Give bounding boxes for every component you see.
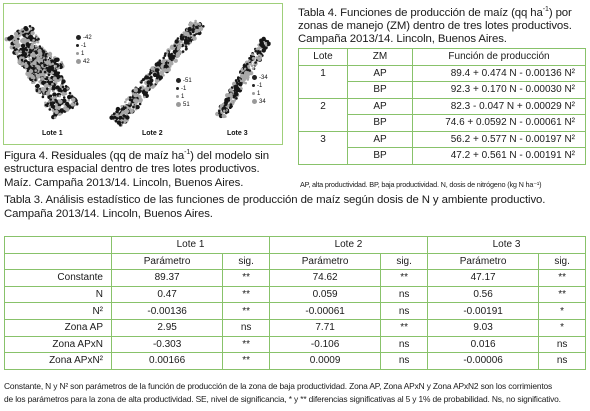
table-3-title: Tabla 3. Análisis estadístico de las funciones de producción de maíz según dosis de N y ambiente productivo. Campaña 2013/14. Lincoln, Buenos Aires. bbox=[4, 194, 546, 220]
sig-cell: ** bbox=[381, 270, 428, 287]
table-row bbox=[5, 286, 586, 303]
sig-cell: ns bbox=[539, 336, 586, 353]
parametro-cell: 47.17 bbox=[427, 270, 538, 287]
row-label: Zona AP bbox=[5, 319, 112, 336]
subheader-sig: sig. bbox=[539, 253, 586, 270]
lote-2-legend: -51 -1 1 51 bbox=[176, 77, 192, 109]
sig-cell: ** bbox=[539, 286, 586, 303]
parametro-cell: 0.016 bbox=[427, 336, 538, 353]
row-label: Zona APxN² bbox=[5, 353, 112, 370]
lote-2-residual-dots bbox=[109, 20, 204, 127]
parametro-cell: 74.62 bbox=[269, 270, 380, 287]
parametro-cell: 9.03 bbox=[427, 319, 538, 336]
lote-3-label: Lote 3 bbox=[227, 130, 248, 137]
table-4-note: AP, alta productividad. BP, baja productividad. N, dosis de nitrógeno (kg N ha⁻¹) bbox=[300, 180, 542, 189]
sig-cell: ** bbox=[539, 270, 586, 287]
corner-cell bbox=[5, 253, 112, 270]
table-row bbox=[5, 353, 586, 370]
sig-cell: ** bbox=[223, 286, 270, 303]
figure-4-map-panel bbox=[3, 3, 283, 145]
table-row: BP 47.2 + 0.561 N - 0.00191 N² bbox=[299, 148, 586, 165]
table-row: BP 92.3 + 0.170 N - 0.00030 N² bbox=[299, 82, 586, 99]
sig-cell: ** bbox=[381, 319, 428, 336]
parametro-cell: 0.56 bbox=[427, 286, 538, 303]
subheader-sig: sig. bbox=[223, 253, 270, 270]
col-header-lote: Lote bbox=[299, 49, 348, 66]
figure-4-caption: Figura 4. Residuales (qq de maíz $ha^{-1}$) del modelo sin estructura espacial dentro de tres lotes productivos. Maíz. Campaña 2013/14. Lincoln, Buenos Aires. bbox=[4, 149, 269, 189]
subheader-parametro: Parámetro bbox=[427, 253, 538, 270]
table-row: 1 AP 89.4 + 0.474 N - 0.00136 N² bbox=[299, 65, 586, 82]
sig-cell: ** bbox=[223, 303, 270, 320]
row-label: Zona APxN bbox=[5, 336, 112, 353]
residual-maps bbox=[4, 4, 282, 144]
parametro-cell: 0.47 bbox=[112, 286, 223, 303]
parametro-cell: 2.95 bbox=[112, 319, 223, 336]
table-3 bbox=[4, 236, 586, 370]
parametro-cell: -0.303 bbox=[112, 336, 223, 353]
corner-cell bbox=[5, 237, 112, 254]
sig-cell: ns bbox=[381, 353, 428, 370]
parametro-cell: -0.106 bbox=[269, 336, 380, 353]
table-row bbox=[5, 319, 586, 336]
subheader-sig: sig. bbox=[381, 253, 428, 270]
sig-cell: ns bbox=[381, 303, 428, 320]
group-header-lote-3: Lote 3 bbox=[427, 237, 585, 254]
sig-cell: ns bbox=[223, 319, 270, 336]
sig-cell: * bbox=[539, 319, 586, 336]
row-label: N² bbox=[5, 303, 112, 320]
parametro-cell: -0.00191 bbox=[427, 303, 538, 320]
table-3-note: Constante, N y N² son parámetros de la función de producción de la zona de baja productividad. Zona AP, Zona APxN y Zona APxN2 son los corrimientos de los parámetros para la zona de alta productividad. SE, nivel de significancia, * y ** diferencias significativas al 5 y 1% de probabilidad. Ns, no significativo. bbox=[4, 381, 561, 404]
subheader-parametro: Parámetro bbox=[112, 253, 223, 270]
row-label: N bbox=[5, 286, 112, 303]
table-row bbox=[5, 270, 586, 287]
table-row bbox=[5, 303, 586, 320]
sig-cell: ** bbox=[223, 353, 270, 370]
col-header-funcion: Función de producción bbox=[413, 49, 586, 66]
lote-2-label: Lote 2 bbox=[142, 130, 163, 137]
parametro-cell: -0.00006 bbox=[427, 353, 538, 370]
table-row: 3 AP 56.2 + 0.577 N - 0.00197 N² bbox=[299, 131, 586, 148]
table-4 bbox=[298, 48, 586, 165]
sig-cell: ** bbox=[223, 270, 270, 287]
row-label: Constante bbox=[5, 270, 112, 287]
sig-cell: ns bbox=[381, 336, 428, 353]
sig-cell: * bbox=[539, 303, 586, 320]
parametro-cell: 0.0009 bbox=[269, 353, 380, 370]
sig-cell: ns bbox=[381, 286, 428, 303]
sig-cell: ** bbox=[223, 336, 270, 353]
sig-cell: ns bbox=[539, 353, 586, 370]
parametro-cell: 0.00166 bbox=[112, 353, 223, 370]
parametro-cell: 0.059 bbox=[269, 286, 380, 303]
table-row: 2 AP 82.3 - 0.047 N + 0.00029 N² bbox=[299, 98, 586, 115]
group-header-lote-2: Lote 2 bbox=[269, 237, 427, 254]
parametro-cell: -0.00136 bbox=[112, 303, 223, 320]
table-row bbox=[5, 336, 586, 353]
lote-1-legend: -42 -1 1 42 bbox=[76, 34, 92, 66]
col-header-zm: ZM bbox=[348, 49, 413, 66]
table-4-title: Tabla 4. Funciones de producción de maíz (qq $ha^{-1}$) por zonas de manejo (ZM) dentro de tres lotes productivos. Campaña 2013/14. Lincoln, Buenos Aires. bbox=[298, 6, 572, 45]
lote-3-legend: -34 -1 1 34 bbox=[252, 74, 268, 106]
group-header-lote-1: Lote 1 bbox=[112, 237, 270, 254]
parametro-cell: 7.71 bbox=[269, 319, 380, 336]
lote-1-label: Lote 1 bbox=[42, 130, 63, 137]
table-row: BP 74.6 + 0.0592 N - 0.00061 N² bbox=[299, 115, 586, 132]
subheader-parametro: Parámetro bbox=[269, 253, 380, 270]
parametro-cell: -0.00061 bbox=[269, 303, 380, 320]
parametro-cell: 89.37 bbox=[112, 270, 223, 287]
